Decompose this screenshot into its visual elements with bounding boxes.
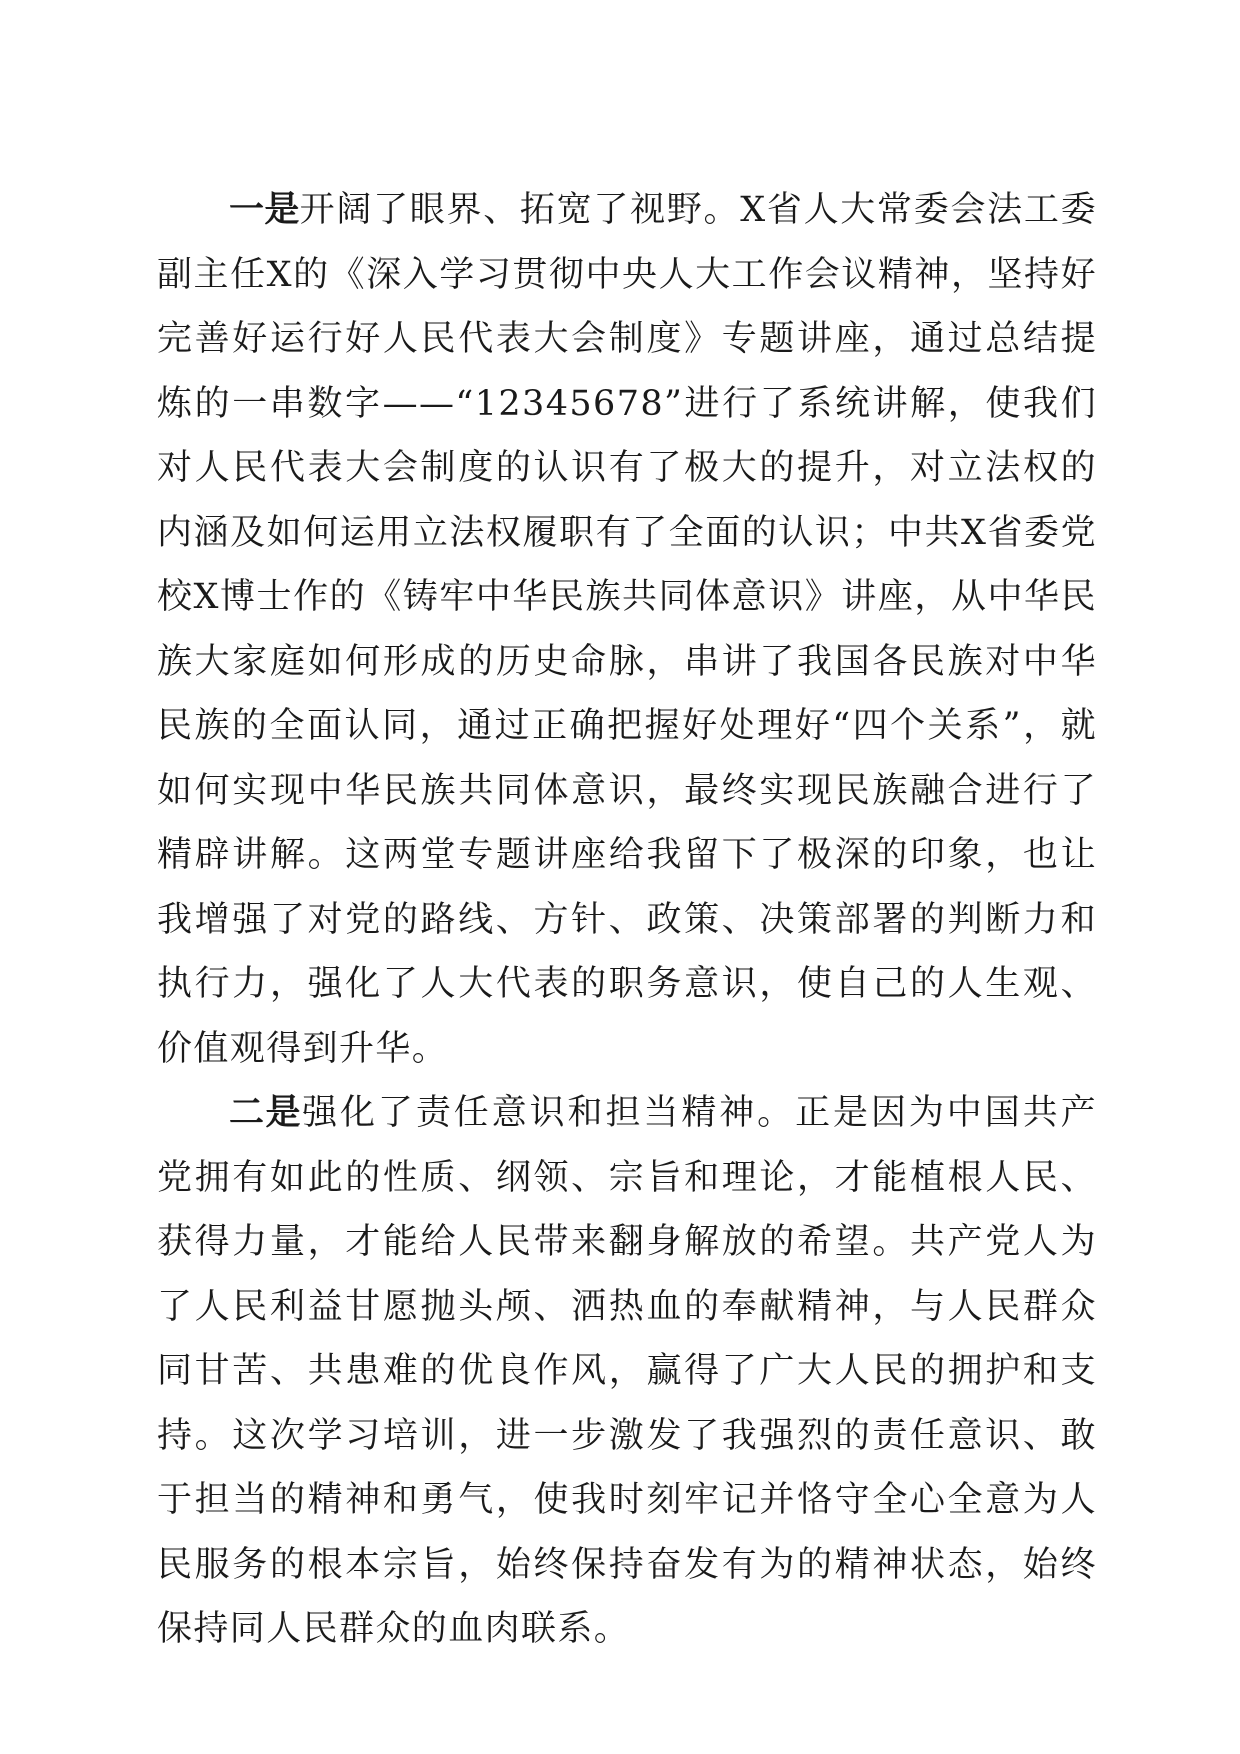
document-body	[157, 178, 1097, 1662]
paragraph-2-body: 强化了责任意识和担当精神。正是因为中国共产党拥有如此的性质、纲领、宗旨和理论，才能植根人民、获得力量，才能给人民带来翻身解放的希望。共产党人为了人民利益甘愿抛头颅、洒热血的奉献精神，与人民群众同甘苦、共患难的优良作风，赢得了广大人民的拥护和支持。这次学习培训，进一步激发了我强烈的责任意识、敢于担当的精神和勇气，使我时刻牢记并恪守全心全意为人民服务的根本宗旨，始终保持奋发有为的精神状态，始终保持同人民群众的血肉联系。	[157, 1093, 1097, 1649]
paragraph-2-lead: 二是	[229, 1093, 303, 1133]
paragraph-2	[157, 1081, 1097, 1662]
paragraph-1-body: 开阔了眼界、拓宽了视野。X省人大常委会法工委副主任X的《深入学习贯彻中央人大工作会议精神，坚持好完善好运行好人民代表大会制度》专题讲座，通过总结提炼的一串数字——“12345678”进行了系统讲解，使我们对人民代表大会制度的认识有了极大的提升，对立法权的内涵及如何运用立法权履职有了全面的认识；中共X省委党校X博士作的《铸牢中华民族共同体意识》讲座，从中华民族大家庭如何形成的历史命脉，串讲了我国各民族对中华民族的全面认同，通过正确把握好处理好“四个关系”，就如何实现中华民族共同体意识，最终实现民族融合进行了精辟讲解。这两堂专题讲座给我留下了极深的印象，也让我增强了对党的路线、方针、政策、决策部署的判断力和执行力，强化了人大代表的职务意识，使自己的人生观、价值观得到升华。	[157, 190, 1097, 1069]
paragraph-1	[157, 178, 1097, 1081]
paragraph-1-lead: 一是	[229, 190, 300, 230]
